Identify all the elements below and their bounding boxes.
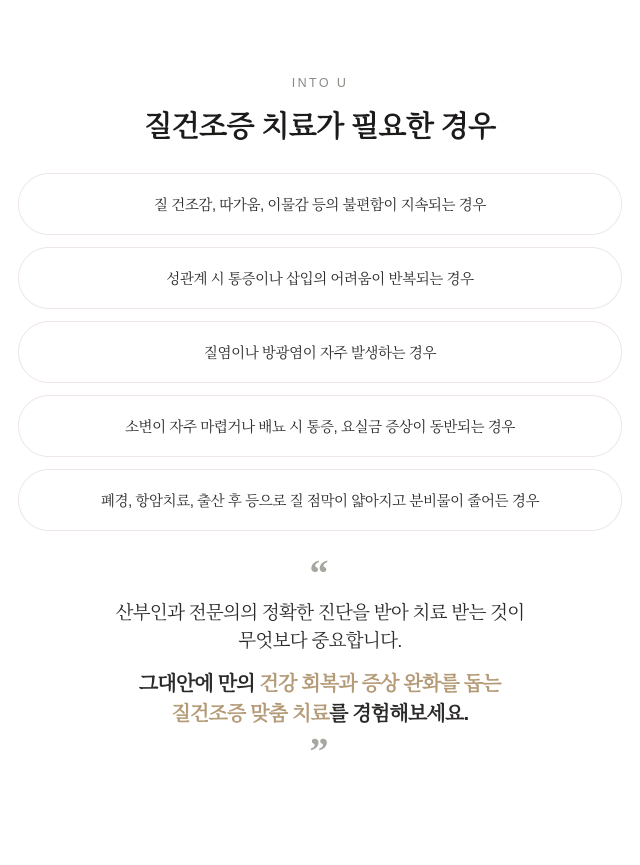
list-item-label: 소변이 자주 마렵거나 배뇨 시 통증, 요실금 증상이 동반되는 경우	[124, 419, 516, 436]
emphasis-prefix: 그대안에 만의	[139, 673, 260, 696]
quote-open-icon: “	[309, 553, 331, 595]
list-item	[18, 469, 622, 531]
list-item-label: 폐경, 항암치료, 출산 후 등으로 질 점막이 얇아지고 분비물이 줄어든 경우	[100, 493, 540, 510]
list-item-label: 질염이나 방광염이 자주 발생하는 경우	[203, 345, 437, 362]
quote-line-2: 무엇보다 중요합니다.	[238, 630, 402, 652]
list-item-label: 질 건조감, 따가움, 이물감 등의 불편함이 지속되는 경우	[153, 197, 486, 214]
emphasis-text	[18, 669, 622, 729]
brand-eyebrow: INTO U	[291, 76, 349, 90]
list-item	[18, 173, 622, 235]
page-container	[0, 76, 640, 865]
symptom-card-list	[18, 173, 622, 531]
quote-close-icon: ”	[309, 731, 331, 774]
closing-quote	[18, 553, 622, 774]
page-title: 질건조증 치료가 필요한 경우	[144, 111, 496, 143]
emphasis-suffix: 를 경험해보세요.	[329, 703, 469, 726]
list-item	[18, 321, 622, 383]
quote-line-1: 산부인과 전문의의 정확한 진단을 받아 치료 받는 것이	[115, 602, 525, 623]
emphasis-accent-1: 건강 회복과 증상 완화를 돕는	[259, 673, 501, 696]
emphasis-accent-2: 질건조증 맞춤 치료	[171, 703, 330, 726]
list-item	[18, 247, 622, 309]
list-item-label: 성관계 시 통증이나 삽입의 어려움이 반복되는 경우	[166, 271, 474, 288]
list-item	[18, 395, 622, 457]
